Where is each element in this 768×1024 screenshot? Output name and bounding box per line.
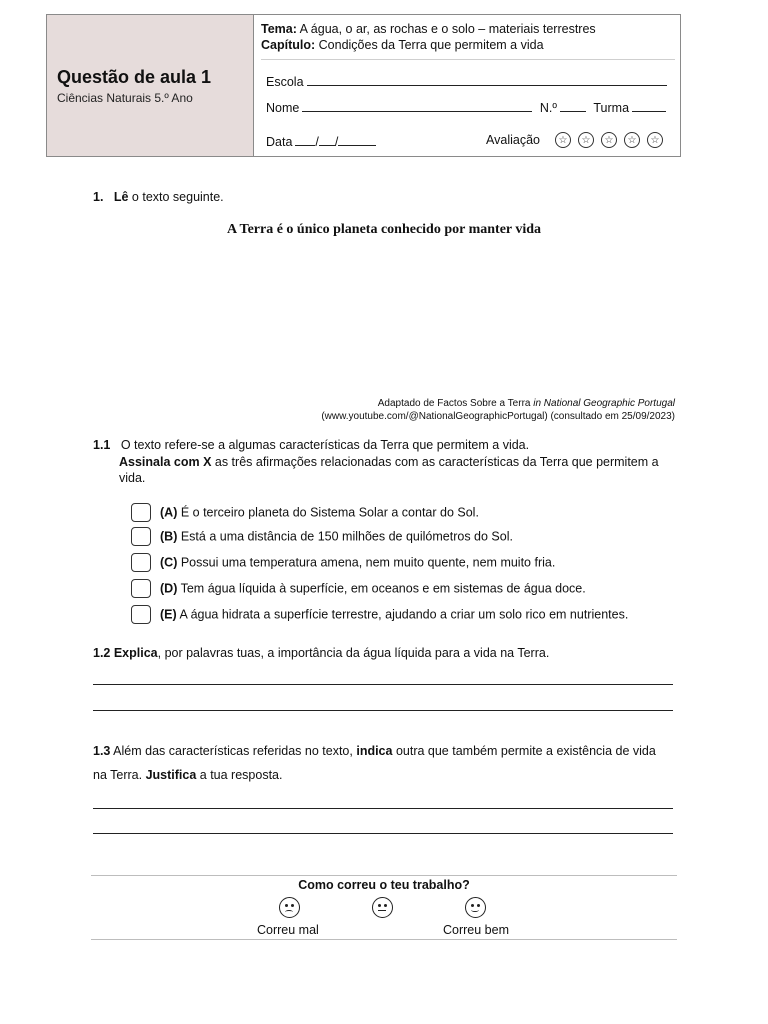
sad-face-icon[interactable] bbox=[279, 897, 300, 918]
q13-statement bbox=[93, 743, 656, 759]
option-letter: (D) bbox=[160, 581, 178, 596]
q1-number: 1. bbox=[93, 190, 104, 204]
month-input-line[interactable] bbox=[319, 133, 335, 146]
option-c[interactable] bbox=[131, 553, 555, 572]
option-a-checkbox[interactable] bbox=[131, 503, 151, 522]
option-letter: (B) bbox=[160, 529, 178, 544]
day-input-line[interactable] bbox=[295, 133, 315, 146]
nome-label: Nome bbox=[266, 101, 300, 115]
numero-input-line[interactable] bbox=[560, 99, 586, 112]
q1-instruction bbox=[93, 189, 224, 205]
label-correu-bem: Correu bem bbox=[443, 923, 509, 937]
option-text: A água hidrata a superfície terrestre, ajudando a criar um solo rico em nutrientes. bbox=[176, 607, 629, 622]
option-d[interactable] bbox=[131, 579, 586, 598]
option-letter: (E) bbox=[160, 607, 177, 622]
data-field[interactable]: Data / / bbox=[266, 133, 376, 149]
self-assessment-question: Como correu o teu trabalho? bbox=[298, 878, 470, 892]
star-icon: ☆ bbox=[555, 132, 571, 148]
header-box bbox=[46, 14, 681, 157]
q11-instruction-verb: Assinala com X bbox=[119, 455, 212, 469]
escola-label: Escola bbox=[266, 75, 304, 89]
source-text: Adaptado de Factos Sobre a Terra bbox=[377, 398, 534, 409]
footer-bottom-rule bbox=[91, 939, 677, 940]
header-divider bbox=[261, 59, 675, 60]
q13-answer-line-1[interactable] bbox=[93, 808, 673, 809]
q13-text-a: Além das características referidas no texto, bbox=[110, 744, 357, 758]
option-text: Está a uma distância de 150 milhões de quilómetros do Sol. bbox=[177, 529, 513, 544]
nome-input-line[interactable] bbox=[302, 99, 532, 112]
option-a[interactable] bbox=[131, 503, 479, 522]
option-letter: (A) bbox=[160, 505, 178, 520]
q12-answer-line-1[interactable] bbox=[93, 684, 673, 685]
q12-number-verb: 1.2 Explica bbox=[93, 646, 158, 660]
source-line-2: (www.youtube.com/@NationalGeographicPortugal) (consultado em 25/09/2023) bbox=[321, 411, 675, 422]
q1-verb: Lê bbox=[113, 190, 129, 204]
star-icon: ☆ bbox=[578, 132, 594, 148]
capitulo-value: Condições da Terra que permitem a vida bbox=[315, 38, 544, 52]
year-input-line[interactable] bbox=[338, 133, 376, 146]
q11-instruction-text: as três afirmações relacionadas com as características da Terra que permitem a bbox=[211, 455, 659, 469]
tema-value: A água, o ar, as rochas e o solo – materiais terrestres bbox=[296, 22, 596, 36]
escola-field[interactable] bbox=[266, 73, 667, 89]
article-title: A Terra é o único planeta conhecido por manter vida bbox=[226, 222, 542, 237]
option-c-checkbox[interactable] bbox=[131, 553, 151, 572]
header-info-panel bbox=[254, 15, 680, 156]
q13-verb-indica: indica bbox=[356, 744, 393, 758]
quiz-title: Questão de aula 1 bbox=[57, 67, 212, 87]
source-publication: in National Geographic Portugal bbox=[533, 398, 675, 409]
q11-statement bbox=[93, 437, 529, 453]
star-icon: ☆ bbox=[601, 132, 617, 148]
q12-text: , por palavras tuas, a importância da água líquida para a vida na Terra. bbox=[157, 646, 550, 660]
quiz-subtitle: Ciências Naturais 5.º Ano bbox=[57, 91, 193, 105]
q13-verb-justifica: Justifica bbox=[145, 768, 197, 782]
numero-label: N.º bbox=[539, 101, 557, 115]
q13-answer-line-2[interactable] bbox=[93, 833, 673, 834]
happy-face-icon[interactable] bbox=[465, 897, 486, 918]
star-icon: ☆ bbox=[647, 132, 663, 148]
q13-text-c: na Terra. bbox=[93, 768, 146, 782]
option-b[interactable] bbox=[131, 527, 513, 546]
turma-input-line[interactable] bbox=[632, 99, 666, 112]
star-icon: ☆ bbox=[624, 132, 640, 148]
q13-statement-line2 bbox=[93, 767, 282, 783]
escola-input-line[interactable] bbox=[307, 73, 667, 86]
q1-text: o texto seguinte. bbox=[128, 190, 224, 204]
capitulo-label: Capítulo: bbox=[261, 38, 316, 52]
option-e[interactable] bbox=[131, 605, 628, 624]
nome-field[interactable] bbox=[266, 99, 666, 115]
rating-stars bbox=[555, 130, 663, 148]
topic-block bbox=[261, 21, 596, 53]
q12-statement bbox=[93, 645, 549, 661]
option-b-checkbox[interactable] bbox=[131, 527, 151, 546]
q13-number: 1.3 bbox=[93, 744, 111, 758]
option-d-checkbox[interactable] bbox=[131, 579, 151, 598]
neutral-face-icon[interactable] bbox=[372, 897, 393, 918]
option-e-checkbox[interactable] bbox=[131, 605, 151, 624]
option-text: É o terceiro planeta do Sistema Solar a contar do Sol. bbox=[177, 505, 479, 520]
option-text: Tem água líquida à superfície, em oceanos e em sistemas de água doce. bbox=[177, 581, 586, 596]
data-label: Data bbox=[266, 135, 293, 149]
q11-number: 1.1 bbox=[93, 438, 111, 452]
q13-text-d: a tua resposta. bbox=[196, 768, 283, 782]
q11-instruction-line2: vida. bbox=[119, 471, 146, 485]
avaliacao-label: Avaliação bbox=[486, 133, 540, 147]
tema-label: Tema: bbox=[261, 22, 297, 36]
option-text: Possui uma temperatura amena, nem muito quente, nem muito fria. bbox=[177, 555, 556, 570]
q13-text-b: outra que também permite a existência de vida bbox=[392, 744, 656, 758]
q11-text: O texto refere-se a algumas características da Terra que permitem a vida. bbox=[120, 438, 530, 452]
q12-answer-line-2[interactable] bbox=[93, 710, 673, 711]
q11-instruction bbox=[119, 454, 659, 470]
turma-label: Turma bbox=[593, 101, 630, 115]
header-title-panel bbox=[47, 15, 254, 156]
option-letter: (C) bbox=[160, 555, 178, 570]
source-line-1 bbox=[378, 397, 675, 411]
footer-top-rule bbox=[91, 875, 677, 876]
label-correu-mal: Correu mal bbox=[257, 923, 319, 937]
